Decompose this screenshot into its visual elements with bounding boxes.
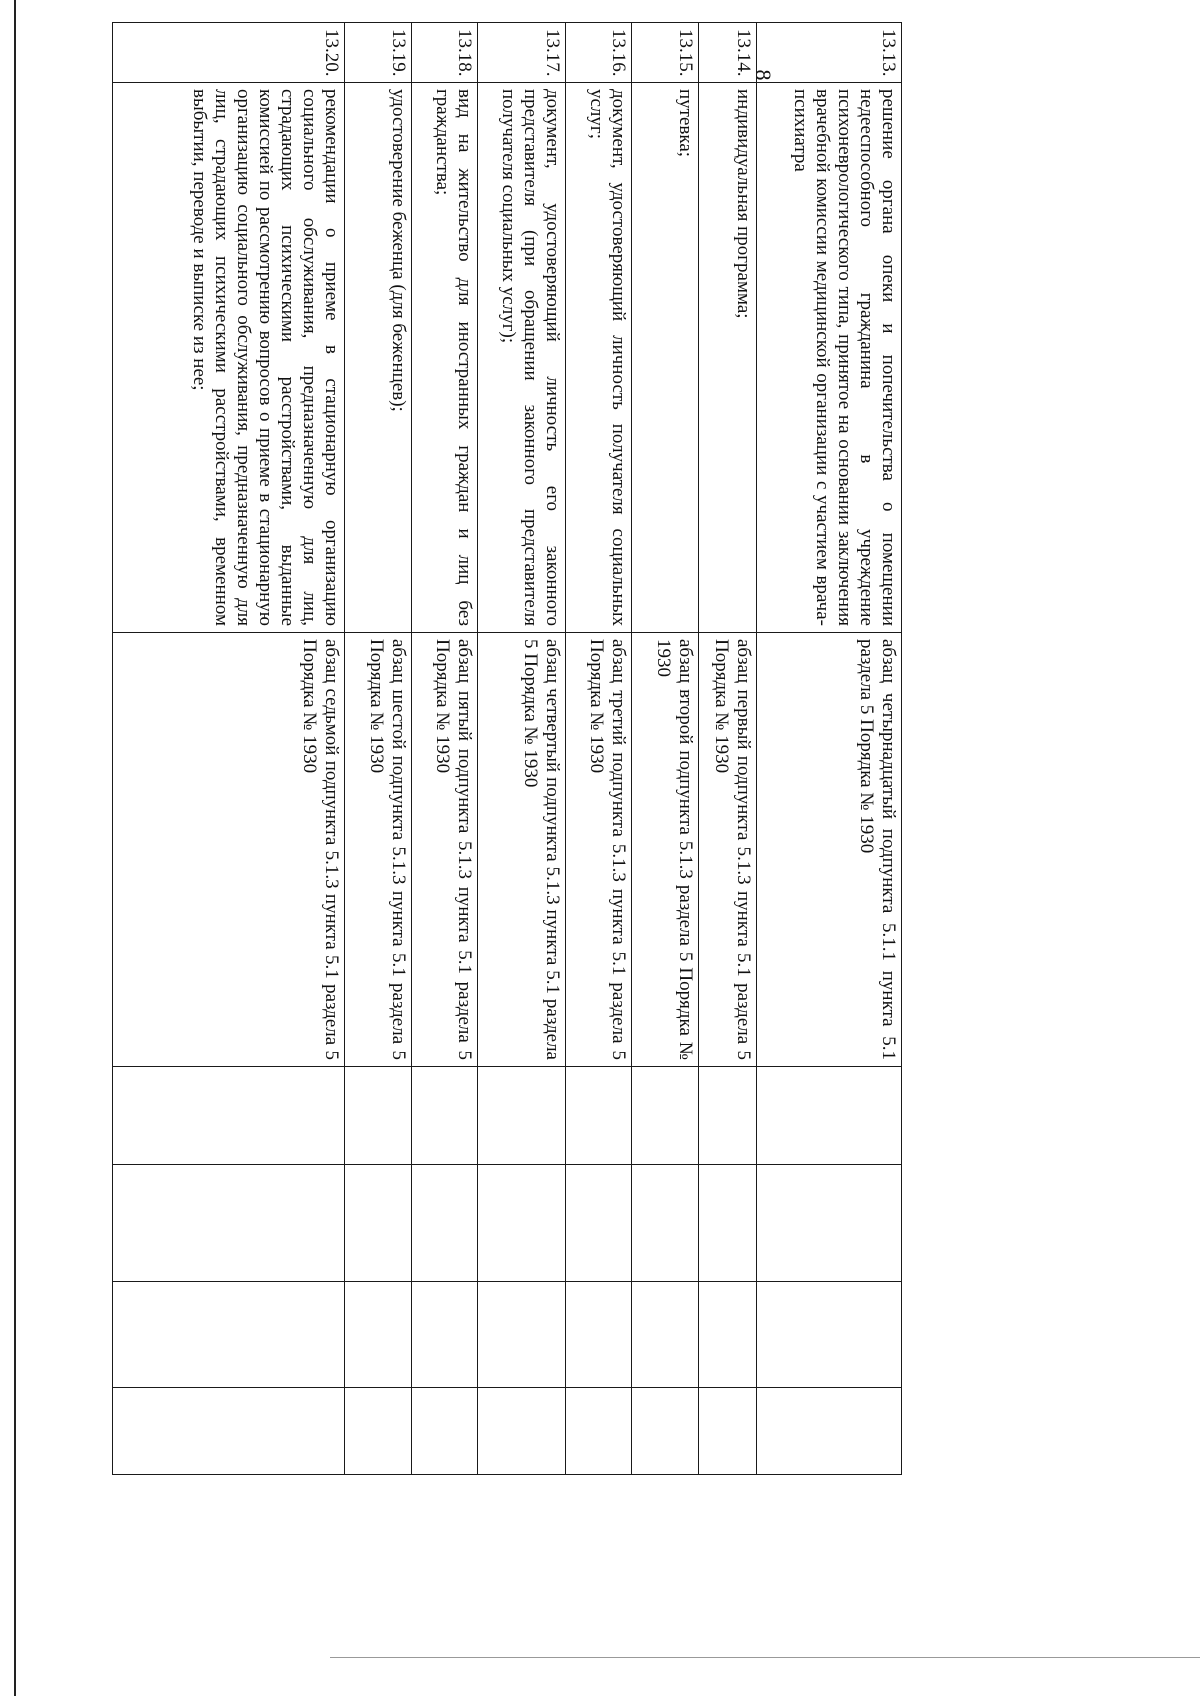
empty-cell (113, 1165, 345, 1282)
row-number: 13.14. (699, 23, 757, 83)
empty-cell (699, 1388, 757, 1475)
empty-cell (757, 1388, 902, 1475)
empty-cell (699, 1165, 757, 1282)
basis-cell: абзац первый подпункта 5.1.3 пункта 5.1 раздела 5 Порядка № 1930 (699, 633, 757, 1067)
page-number: 8 (751, 69, 776, 81)
empty-cell (113, 1282, 345, 1388)
basis-cell: абзац седьмой подпункта 5.1.3 пункта 5.1 раздела 5 Порядка № 1930 (113, 633, 345, 1067)
empty-cell (757, 1067, 902, 1165)
empty-cell (566, 1067, 632, 1165)
requirements-table (112, 22, 902, 1475)
empty-cell (412, 1165, 478, 1282)
empty-cell (757, 1282, 902, 1388)
empty-cell (699, 1067, 757, 1165)
document-cell: путевка; (632, 83, 699, 633)
empty-cell (478, 1388, 566, 1475)
basis-cell: абзац четырнадцатый подпункта 5.1.1 пункта 5.1 раздела 5 Порядка № 1930 (757, 633, 902, 1067)
empty-cell (345, 1388, 412, 1475)
document-cell: вид на жительство для иностранных граждан и лиц без гражданства; (412, 83, 478, 633)
empty-cell (566, 1388, 632, 1475)
empty-cell (699, 1282, 757, 1388)
empty-cell (632, 1165, 699, 1282)
row-number: 13.15. (632, 23, 699, 83)
empty-cell (113, 1388, 345, 1475)
basis-cell: абзац пятый подпункта 5.1.3 пункта 5.1 раздела 5 Порядка № 1930 (412, 633, 478, 1067)
empty-cell (345, 1282, 412, 1388)
row-number: 13.20. (113, 23, 345, 83)
empty-cell (566, 1282, 632, 1388)
document-cell: удостоверение беженца (для беженцев); (345, 83, 412, 633)
page-left-edge (14, 0, 16, 1696)
empty-cell (412, 1282, 478, 1388)
empty-cell (345, 1067, 412, 1165)
empty-cell (632, 1282, 699, 1388)
scan-bottom-line (330, 1657, 1200, 1658)
table-row (113, 23, 345, 1475)
basis-cell: абзац третий подпункта 5.1.3 пункта 5.1 раздела 5 Порядка № 1930 (566, 633, 632, 1067)
table-row (345, 23, 412, 1475)
table-row (632, 23, 699, 1475)
row-number: 13.17. (478, 23, 566, 83)
table-row (699, 23, 757, 1475)
basis-cell: абзац шестой подпункта 5.1.3 пункта 5.1 раздела 5 Порядка № 1930 (345, 633, 412, 1067)
empty-cell (478, 1067, 566, 1165)
table-row (412, 23, 478, 1475)
row-number: 13.18. (412, 23, 478, 83)
table-row (757, 23, 902, 1475)
row-number: 13.13. (757, 23, 902, 83)
document-cell: рекомендации о приеме в стационарную организацию социального обслуживания, предназначенную для лиц, страдающих психическими расстройствами, выданные комиссией по рассмотрению вопросов о приеме в стационарную организацию социального обслуживания, предназначенную для лиц, страдающих психическими расстройствами, временном выбытии, переводе и выписке из нее; (113, 83, 345, 633)
table-row (566, 23, 632, 1475)
row-number: 13.16. (566, 23, 632, 83)
empty-cell (478, 1165, 566, 1282)
empty-cell (113, 1067, 345, 1165)
empty-cell (566, 1165, 632, 1282)
document-cell: документ, удостоверяющий личность его законного представителя (при обращении законного представителя получателя социальных услуг); (478, 83, 566, 633)
empty-cell (412, 1067, 478, 1165)
basis-cell: абзац второй подпункта 5.1.3 раздела 5 Порядка № 1930 (632, 633, 699, 1067)
document-cell: индивидуальная программа; (699, 83, 757, 633)
empty-cell (632, 1067, 699, 1165)
empty-cell (478, 1282, 566, 1388)
document-cell: решение органа опеки и попечительства о помещении недееспособного гражданина в учреждение психоневрологического типа, принятое на основании заключения врачебной комиссии медицинской организации с участием врача-психиатра (757, 83, 902, 633)
document-cell: документ, удостоверяющий личность получателя социальных услуг; (566, 83, 632, 633)
row-number: 13.19. (345, 23, 412, 83)
basis-cell: абзац четвертый подпункта 5.1.3 пункта 5.1 раздела 5 Порядка № 1930 (478, 633, 566, 1067)
empty-cell (632, 1388, 699, 1475)
table-row (478, 23, 566, 1475)
rotated-table-container (112, 22, 902, 1474)
empty-cell (412, 1388, 478, 1475)
empty-cell (345, 1165, 412, 1282)
empty-cell (757, 1165, 902, 1282)
